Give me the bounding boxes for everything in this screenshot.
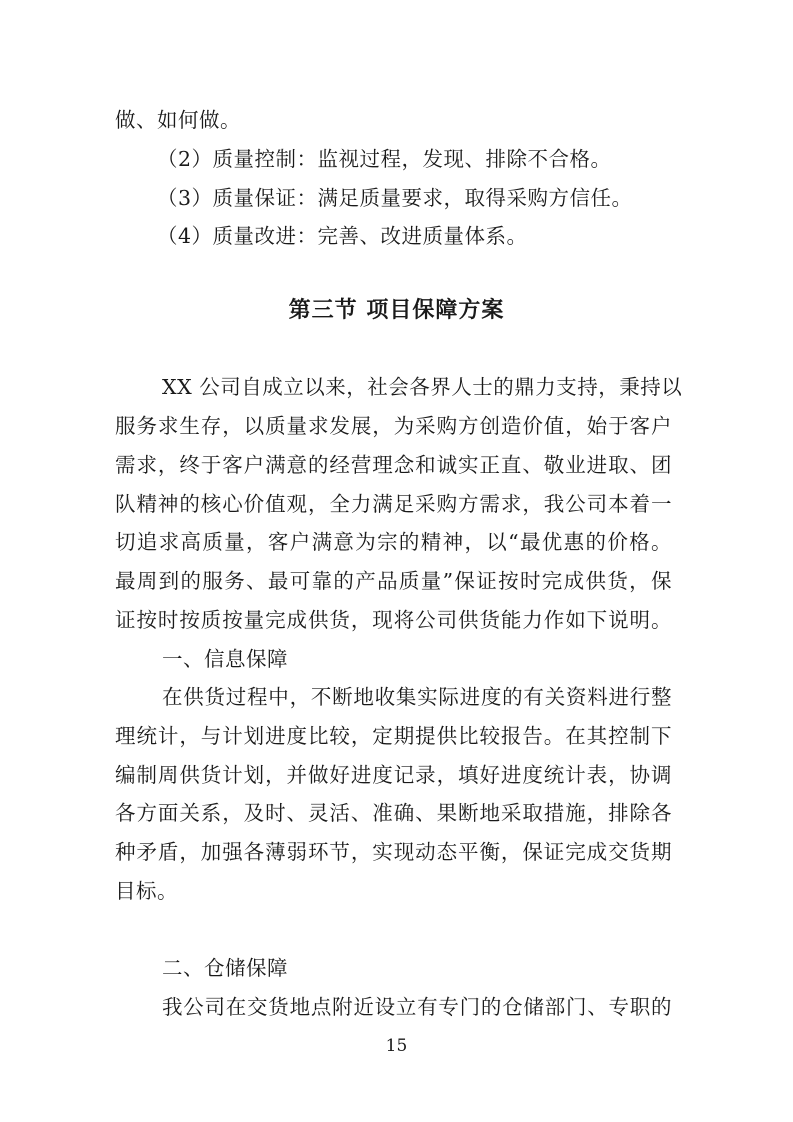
paragraph-line: 证按时按质按量完成供货，现将公司供货能力作如下说明。 (115, 608, 672, 632)
paragraph-line: 切追求高质量，客户满意为宗的精神，以“最优惠的价格。 (115, 530, 672, 554)
paragraph-line: 种矛盾，加强各薄弱环节，实现动态平衡，保证完成交货期 (115, 840, 672, 864)
page-number: 15 (385, 1036, 408, 1056)
paragraph-line: XX 公司自成立以来，社会各界人士的鼎力支持，秉持以 (162, 375, 683, 399)
paragraph-line: 在供货过程中，不断地收集实际进度的有关资料进行整 (162, 685, 672, 709)
paragraph-line: 最周到的服务、最可靠的产品质量”保证按时完成供货，保 (115, 569, 672, 593)
paragraph-line: 服务求生存，以质量求发展，为采购方创造价值，始于客户 (115, 414, 672, 438)
paragraph-line: 编制周供货计划，并做好进度记录，填好进度统计表，协调 (115, 763, 672, 787)
paragraph-line: 理统计，与计划进度比较，定期提供比较报告。在其控制下 (115, 724, 672, 748)
paragraph-line: 我公司在交货地点附近设立有专门的仓储部门、专职的 (162, 995, 672, 1019)
paragraph-line: 需求，终于客户满意的经营理念和诚实正直、敬业进取、团 (115, 453, 672, 477)
intro-line: （4）质量改进：完善、改进质量体系。 (157, 224, 528, 248)
paragraph-line: 队精神的核心价值观，全力满足采购方需求，我公司本着一 (115, 492, 672, 516)
paragraph-line: 目标。 (115, 879, 178, 903)
subheading-warehousing: 二、仓储保障 (162, 956, 288, 980)
subheading-information: 一、信息保障 (162, 647, 288, 671)
section-title: 第三节 项目保障方案 (288, 298, 505, 323)
intro-line: 做、如何做。 (115, 108, 241, 132)
intro-line: （3）质量保证：满足质量要求，取得采购方信任。 (157, 186, 633, 210)
paragraph-line: 各方面关系，及时、灵活、准确、果断地采取措施，排除各 (115, 801, 672, 825)
intro-line: （2）质量控制：监视过程，发现、排除不合格。 (157, 147, 612, 171)
